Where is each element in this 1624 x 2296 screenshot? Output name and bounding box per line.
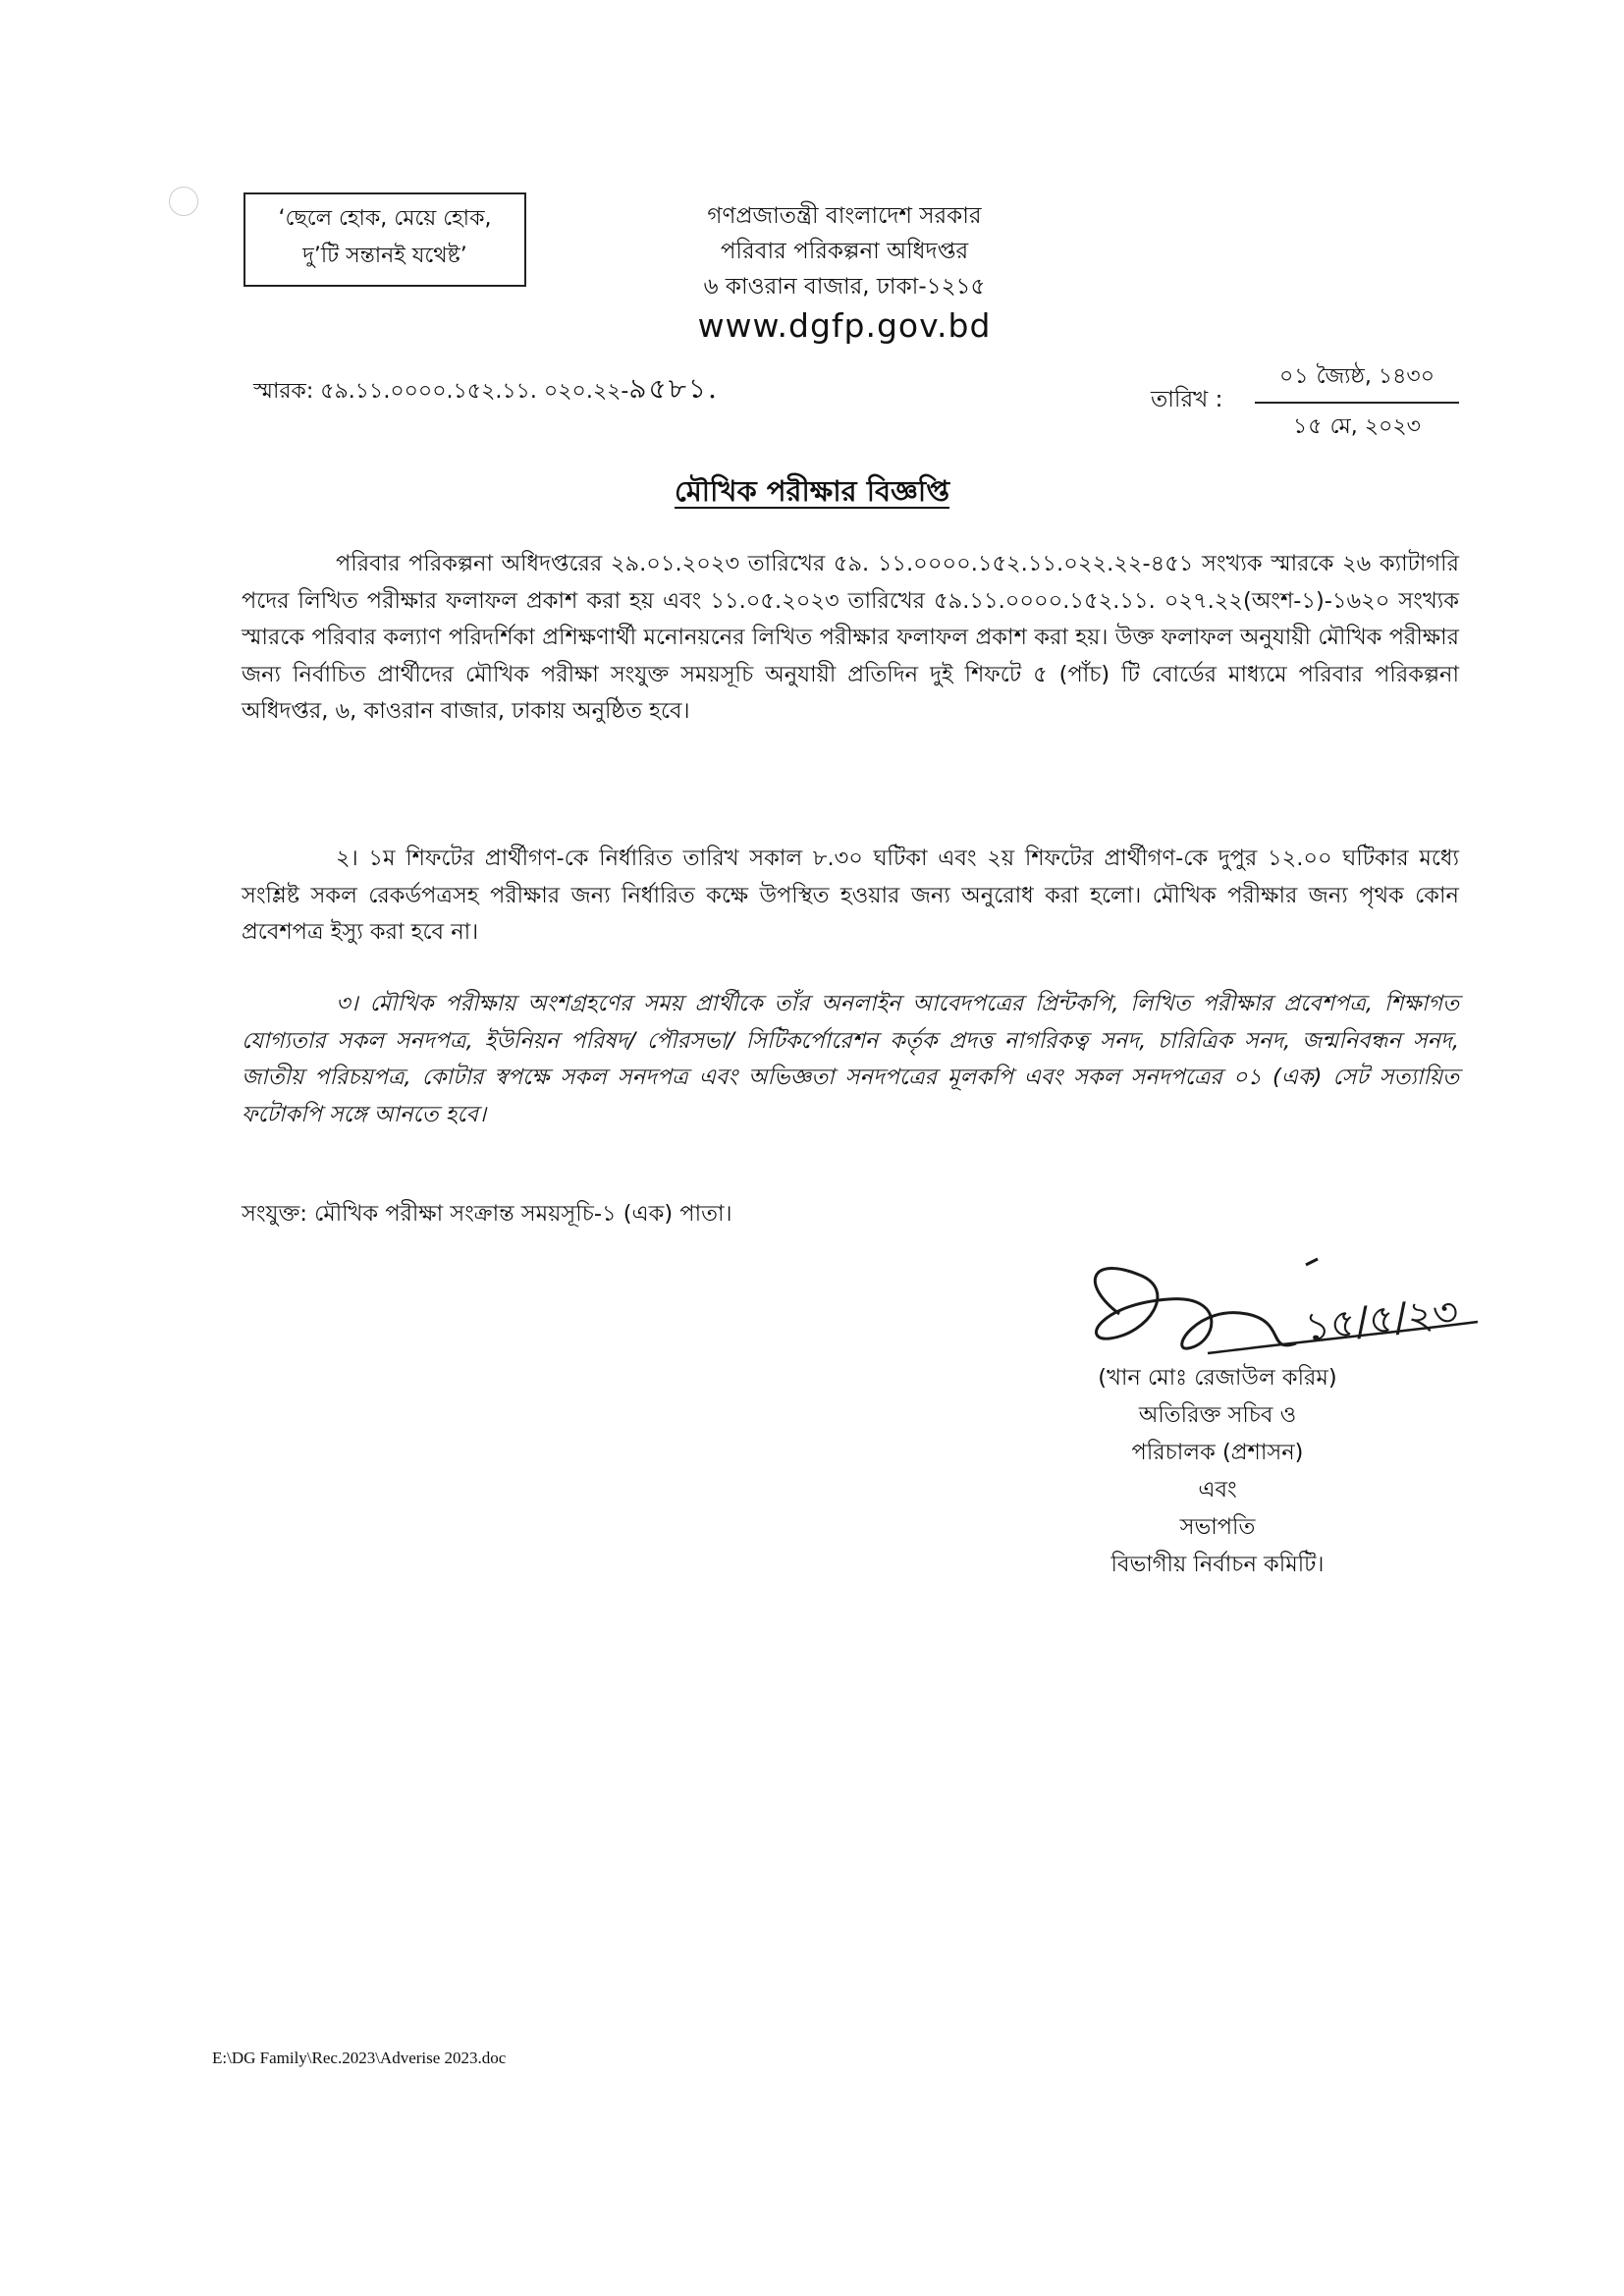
bangla-date (1255, 359, 1459, 404)
bangla-date-day: ০১ (1278, 364, 1310, 389)
signatory-designation-3: সভাপতি (1179, 1514, 1256, 1540)
date-block (1255, 359, 1459, 446)
slogan-line-2: দু’টি সন্তানই যথেষ্ট’ (302, 244, 467, 268)
punch-hole-mark (169, 187, 198, 216)
memo-handwritten-number: ৯৫৮১. (628, 372, 719, 405)
signatory-block (1021, 1359, 1414, 1583)
signatory-conjunction: এবং (1198, 1477, 1237, 1503)
memo-label: স্মারক: (253, 379, 314, 404)
notice-title: মৌখিক পরীক্ষার বিজ্ঞপ্তি (674, 474, 950, 508)
signatory-designation-4: বিভাগীয় নির্বাচন কমিটি। (1110, 1552, 1325, 1577)
file-path-footer: E:\DG Family\Rec.2023\Adverise 2023.doc (212, 2049, 507, 2067)
bangla-date-rest: জ্যৈষ্ঠ, ১৪৩০ (1316, 364, 1435, 389)
signatory-designation-1: অতিরিক্ত সচিব ও (1138, 1402, 1297, 1428)
english-date-rest: মে, ২০২৩ (1329, 414, 1421, 439)
signatory-name: (খান মোঃ রেজাউল করিম) (1098, 1365, 1337, 1391)
paragraph-2: ২। ১ম শিফটের প্রার্থীগণ-কে নির্ধারিত তারিখ সকাল ৮.৩০ ঘটিকা এবং ২য় শিফটের প্রার্থীগণ-কে দুপুর ১২.০০ ঘটিকার মধ্যে সংশ্লিষ্ট সকল রেকর্ডপত্রসহ পরীক্ষার জন্য নির্ধারিত কক্ষে উপস্থিত হওয়ার জন্য অনুরোধ করা হলো। মৌখিক পরীক্ষার জন্য পৃথক কোন প্রবেশপত্র ইস্যু করা হবে না। (242, 846, 1459, 945)
date-label: তারিখ : (1151, 387, 1223, 412)
letterhead (550, 198, 1139, 344)
office-address: ৬ কাওরান বাজার, ঢাকা-১২১৫ (703, 274, 986, 300)
memo-reference (253, 367, 719, 413)
government-name: গণপ্রজাতন্ত্রী বাংলাদেশ সরকার (707, 203, 982, 229)
attachment-note: সংযুক্ত: মৌখিক পরীক্ষা সংক্রান্ত সময়সূচি-১ (এক) পাতা। (242, 1201, 732, 1227)
english-date-day: ১৫ (1293, 414, 1324, 439)
paragraph-3: ৩। মৌখিক পরীক্ষায় অংশগ্রহণের সময় প্রার্থীকে তাঁর অনলাইন আবেদপত্রের প্রিন্টকপি, লিখিত পরীক্ষার প্রবেশপত্র, শিক্ষাগত যোগ্যতার সকল সনদপত্র, ইউনিয়ন পরিষদ/ পৌরসভা/ সিটিকর্পোরেশন কর্তৃক প্রদত্ত নাগরিকত্ব সনদ, চারিত্রিক সনদ, জন্মনিবন্ধন সনদ, জাতীয় পরিচয়পত্র, কোটার স্বপক্ষে সকল সনদপত্র এবং অভিজ্ঞতা সনদপত্রের মূলকপি এবং সকল সনদপত্রের ০১ (এক) সেট সত্যায়িত ফটোকপি সঙ্গে আনতে হবে। (242, 991, 1459, 1127)
slogan-line-1: ‘ছেলে হোক, মেয়ে হোক, (278, 206, 492, 231)
english-date (1255, 404, 1459, 446)
memo-number: ৫৯.১১.০০০০.১৫২.১১. ০২০.২২- (320, 379, 629, 404)
paragraph-1: পরিবার পরিকল্পনা অধিদপ্তরের ২৯.০১.২০২৩ তারিখের ৫৯. ১১.০০০০.১৫২.১১.০২২.২২-৪৫১ সংখ্যক স্মারকে ২৬ ক্যাটাগরি পদের লিখিত পরীক্ষার ফলাফল প্রকাশ করা হয় এবং ১১.০৫.২০২৩ তারিখের ৫৯.১১.০০০০.১৫২.১১. ০২৭.২২(অংশ-১)-১৬২০ সংখ্যক স্মারকে পরিবার কল্যাণ পরিদর্শিকা প্রশিক্ষণার্থী মনোনয়নের লিখিত পরীক্ষার ফলাফল প্রকাশ করা হয়। উক্ত ফলাফল অনুযায়ী মৌখিক পরীক্ষার জন্য নির্বাচিত প্রার্থীদের মৌখিক পরীক্ষা সংযুক্ত সময়সূচি অনুযায়ী প্রতিদিন দুই শিফটে ৫ (পাঁচ) টি বোর্ডের মাধ্যমে পরিবার পরিকল্পনা অধিদপ্তর, ৬, কাওরান বাজার, ঢাকায় অনুষ্ঠিত হবে। (242, 551, 1459, 724)
website-link[interactable]: www.dgfp.gov.bd (697, 306, 992, 345)
department-name: পরিবার পরিকল্পনা অধিদপ্তর (720, 239, 969, 264)
signatory-designation-2: পরিচালক (প্রশাসন) (1131, 1440, 1304, 1465)
slogan-box (244, 192, 526, 287)
signature-date: ১৫/৫/২৩ (1302, 1289, 1461, 1351)
